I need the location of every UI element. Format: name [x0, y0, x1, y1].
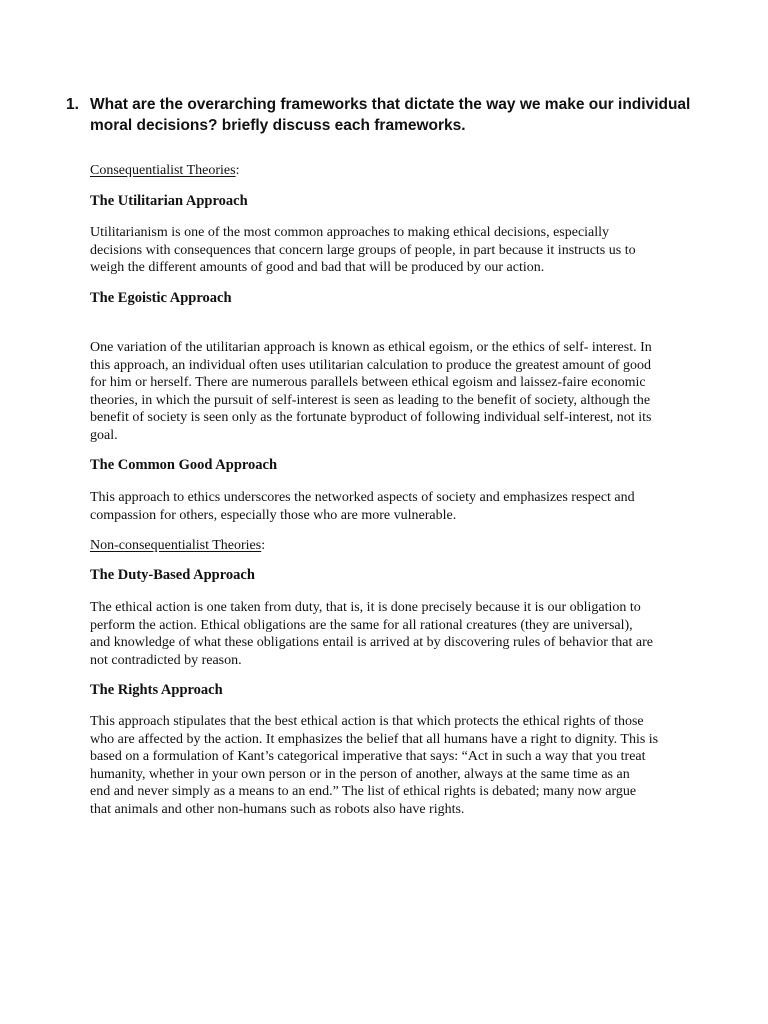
duty-heading: The Duty-Based Approach [90, 567, 255, 583]
common-good-paragraph [90, 489, 686, 524]
paragraph-line: One variation of the utilitarian approach is known as ethical egoism, or the ethics of self- interest. In [90, 340, 652, 355]
utilitarian-paragraph [90, 224, 686, 277]
paragraph-line: based on a formulation of Kant’s categorical imperative that says: “Act in such a way that you treat [90, 749, 646, 765]
paragraph-line: This approach to ethics underscores the networked aspects of society and emphasizes respect and [90, 490, 635, 505]
rights-paragraph [90, 713, 686, 819]
consequentialist-heading: Consequentialist Theories: [90, 163, 240, 178]
paragraph-line: goal. [90, 427, 118, 443]
paragraph-line: perform the action. Ethical obligations are the same for all rational creatures (they are universal), [90, 617, 633, 633]
question-text: What are the overarching frameworks that dictate the way we make our individual moral decisions? briefly discuss each frameworks. [90, 96, 691, 134]
paragraph-line: this approach, an individual often uses utilitarian calculation to produce the greatest amount of good [90, 357, 652, 373]
paragraph-line: weigh the different amounts of good and bad that will be produced by our action. [90, 260, 545, 276]
rights-heading: The Rights Approach [90, 682, 223, 698]
non-consequentialist-title: Non-consequentialist Theories [90, 538, 262, 553]
paragraph-line: benefit of society is seen only as the fortunate byproduct of following individual self-interest, not its [90, 410, 652, 426]
paragraph-line: not contradicted by reason. [90, 652, 242, 668]
paragraph-line: for him or herself. There are numerous parallels between ethical egoism and laissez-faire economic [90, 375, 646, 391]
paragraph-line: who are affected by the action. It emphasizes the belief that all humans have a right to dignity. This is [90, 731, 659, 747]
paragraph-line: end and never simply as a means to an end.” The list of ethical rights is debated; many now argue [90, 784, 637, 800]
utilitarian-heading: The Utilitarian Approach [90, 193, 248, 209]
non-consequentialist-heading: Non-consequentialist Theories: [90, 538, 266, 553]
paragraph-line: and knowledge of what these obligations entail is arrived at by discovering rules of behavior that are [90, 635, 653, 651]
question-number: 1. [66, 96, 79, 113]
egoistic-heading: The Egoistic Approach [90, 290, 232, 306]
consequentialist-title: Consequentialist Theories [90, 163, 236, 178]
paragraph-line: The ethical action is one taken from duty, that is, it is done precisely because it is our obligation to [90, 600, 641, 615]
egoistic-paragraph [90, 339, 686, 445]
paragraph-line: This approach stipulates that the best ethical action is that which protects the ethical rights of those [90, 714, 644, 729]
paragraph-line: that animals and other non-humans such as robots also have rights. [90, 801, 465, 817]
common-good-heading: The Common Good Approach [90, 457, 278, 473]
paragraph-line: theories, in which the pursuit of self-interest is seen as leading to the benefit of society, although the [90, 392, 651, 408]
duty-paragraph [90, 599, 686, 669]
paragraph-line: Utilitarianism is one of the most common approaches to making ethical decisions, especially [90, 225, 610, 240]
paragraph-line: decisions with consequences that concern large groups of people, in part because it instructs us to [90, 242, 636, 258]
paragraph-line: compassion for others, especially those who are more vulnerable. [90, 507, 457, 523]
paragraph-line: humanity, whether in your own person or in the person of another, always at the same time as an [90, 766, 630, 782]
